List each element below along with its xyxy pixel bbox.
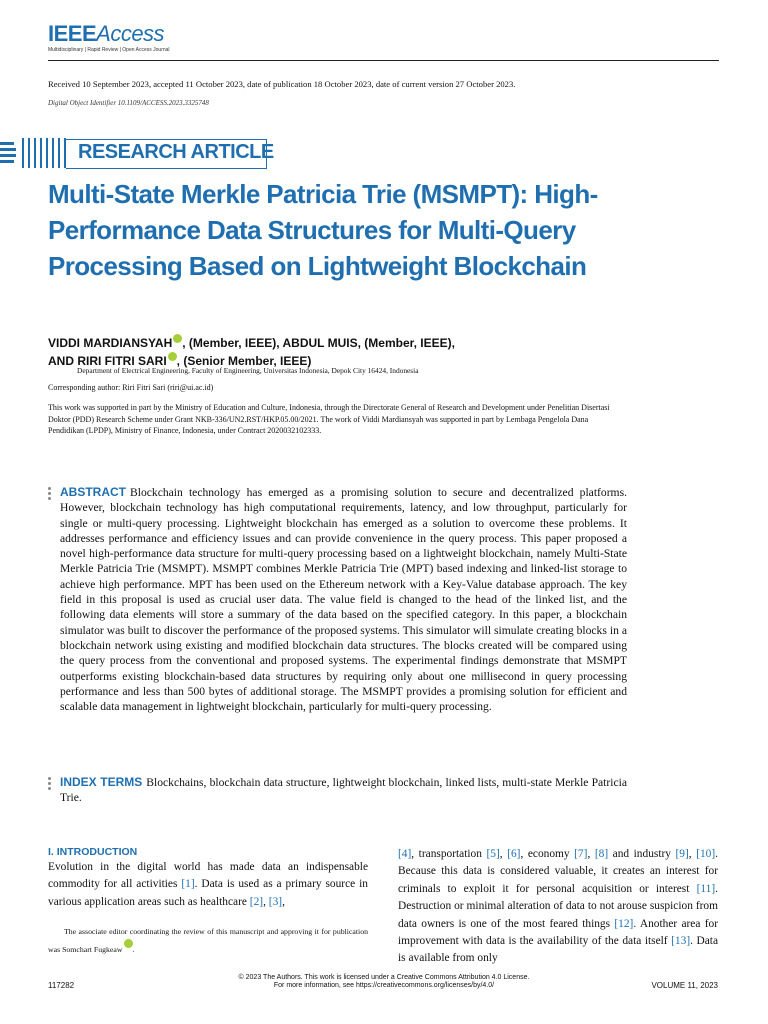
logo-brand-italic: Access [96,21,165,46]
citation-link[interactable]: [9] [675,848,689,860]
page-number: 117282 [48,981,75,990]
section-marker-icon [48,487,51,502]
citation-link[interactable]: [4] [398,848,412,860]
header-divider [48,60,719,61]
citation-link[interactable]: [12] [614,917,634,930]
author-affiliation-role: , (Senior Member, IEEE) [176,354,312,368]
citation-link[interactable]: [11] [696,882,716,895]
author-affiliation-role: , (Member, IEEE), ABDUL MUIS, (Member, IEEE), [182,336,455,350]
orcid-icon[interactable] [124,939,133,948]
citation-link[interactable]: [5] [486,848,500,860]
volume-label: VOLUME 11, 2023 [651,981,718,990]
citation-link[interactable]: [6] [507,848,521,860]
citation-link[interactable]: [3] [268,895,283,908]
citation-link[interactable]: [2] [249,895,264,908]
license-link[interactable]: For more information, see https://creativecommons.org/licenses/by/4.0/ [273,982,495,989]
funding-statement: This work was supported in part by the Ministry of Education and Culture, Indonesia, through the Directorate General of Research and Development under Penelitian Disertasi Doktor (PDD) Research Scheme under Grant NKB-336/UN2.RST/HKP.05.00/2021. The work of Viddi Mardiansyah was supported in part by Lembaga Pengelola Dana Pendidikan (LPDP), Ministry of Finance, Indonesia, under Contract 2020032102333. [48,403,610,435]
section-marker-icon [48,777,51,792]
body-column-right: [4], transportation [5], [6], economy [7], [8] and industry [9], [10]. Because this data is considered valuable, it creates an interest for criminals to exploit it for personal acquisition or interest [11]. Destruction or minimal alteration of data to not arouse suspicion from data owners is one of the most feared things [12]. Another area for improvement with data is the availability of the data itself [13]. Data is available from only [398,848,719,965]
citation-link[interactable]: [7] [574,848,588,860]
author-name: AND RIRI FITRI SARI [48,354,167,368]
affiliation: Department of Electrical Engineering, Faculty of Engineering, Universitas Indonesia, Depok City 16424, Indonesia [77,366,419,375]
doi: Digital Object Identifier 10.1109/ACCESS.2023.3325748 [48,99,209,107]
journal-logo [48,22,170,53]
logo-brand: IEEE [48,21,97,46]
abstract-text: Blockchain technology has emerged as a promising solution to secure and decentralized platforms. However, blockchain technology has high computational requirements, latency, and low throughput, particularly for single or multi-query processing. Lightweight blockchain has emerged as a solution to overcome these problems. It addresses performance and efficiency issues and can provide convenience in the query process. This paper proposed a novel high-performance data structure for multi-query processing based on a lightweight blockchain, namely Multi-State Merkle Patricia Trie (MSMPT). MSMPT combines Merkle Patricia Trie (MPT) based indexing and linked-list storage to achieve high performance. MPT has been used on the Ethereum network with a Key-Value database approach. The key field in this proposal is used as crucial user data. The value field is changed to the head of the linked list, and the following data elements will store a summary of the data based on the specified category. In this paper, a blockchain simulator was built to discover the performance of the proposed systems. This simulator will simulate creating blocks in a blockchain network using existing and modified blockchain data structures. The blocks created will be compared using the query process from the conventional and proposed systems. The experimental findings demonstrate that MSMPT outperforms existing blockchain-based data structures by requiring only about one millisecond in query processing performance and less than 500 bytes of additional storage. The MSMPT provides a promising solution for efficient and scalable data management in lightweight blockchain, particularly for multi-query processing. [60,486,627,714]
corresponding-author: Corresponding author: Riri Fitri Sari (riri@ui.ac.id) [48,383,214,392]
citation-link[interactable]: [1] [181,878,195,891]
citation-link[interactable]: [8] [594,848,609,860]
index-terms-label: INDEX TERMS [60,775,143,789]
editor-note: The associate editor coordinating the review of this manuscript and approving it for publication was Somchart Fugkeaw . [48,927,368,955]
orcid-icon[interactable] [168,352,177,361]
article-type-banner: RESEARCH ARTICLE [78,141,274,163]
received-dates: Received 10 September 2023, accepted 11 October 2023, date of publication 18 October 2023, date of current version 27 October 2023. [48,79,516,89]
index-terms [60,775,627,806]
author-list [48,334,648,370]
abstract [60,485,627,714]
section-heading: I. INTRODUCTION [48,846,138,858]
citation-link[interactable]: [10] [696,848,716,860]
body-column-left [48,846,368,957]
abstract-label: ABSTRACT [60,485,126,499]
logo-tagline: Multidisciplinary | Rapid Review | Open Access Journal [48,47,170,53]
banner-stripes [0,138,68,168]
intro-paragraph: Evolution in the digital world has made data an indispensable commodity for all activities [1]. Data is used as a primary source in various application areas such as healthcare [2], [3], [48,861,368,908]
license-line: © 2023 The Authors. This work is licensed under a Creative Commons Attribution 4.0 License. [238,974,530,981]
author-name: VIDDI MARDIANSYAH [48,336,173,350]
index-terms-text: Blockchains, blockchain data structure, lightweight blockchain, linked lists, multi-state Merkle Patricia Trie. [60,776,627,805]
paper-title: Multi-State Merkle Patricia Trie (MSMPT): High-Performance Data Structures for Multi-Query Processing Based on Lightweight Blockchain [48,179,598,281]
orcid-icon[interactable] [173,334,182,343]
citation-link[interactable]: [13] [671,935,691,948]
